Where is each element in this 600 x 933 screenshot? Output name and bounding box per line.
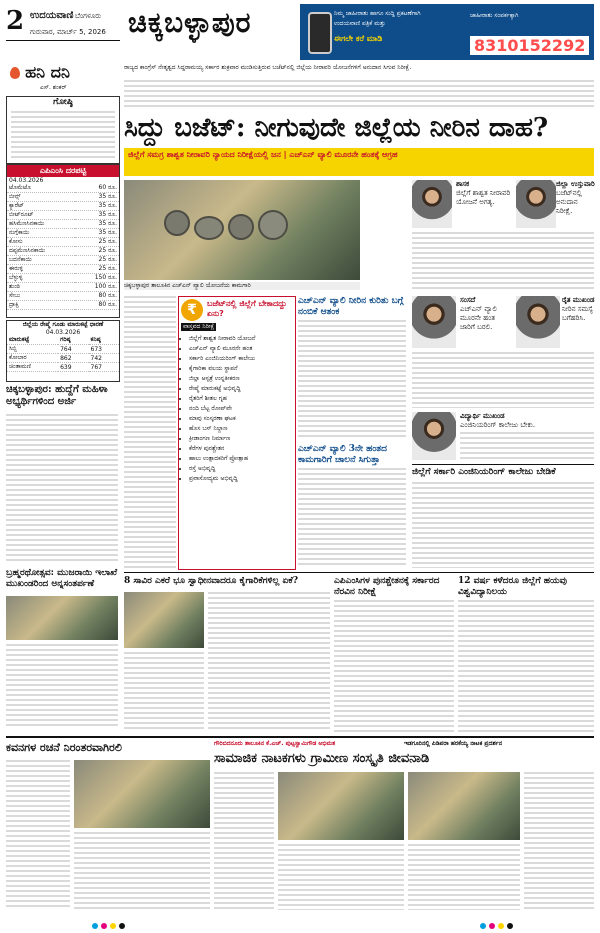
list-item: • ಸರ್ಕಾರಿ ಎಂಜಿನಿಯರಿಂಗ್ ಕಾಲೇಜು xyxy=(189,355,299,363)
page-number: 2 xyxy=(6,6,25,36)
table-row: ಬದನೆಕಾಯಿ 25 ರೂ. xyxy=(9,256,117,263)
list-item: • ಕೆರೆಗಳ ಪುನಶ್ಚೇತನ xyxy=(189,445,299,453)
center-body-text xyxy=(124,296,176,568)
table-row: ಹಸಿಮೆಣಸಿನಕಾಯಿ 35 ರೂ. xyxy=(9,220,117,227)
budget-list xyxy=(181,335,299,485)
mid-story1-body xyxy=(298,320,406,440)
event-photo-1 xyxy=(74,760,210,828)
list-item: • ಹೊಸ ಬಸ್ ನಿಲ್ದಾಣ xyxy=(189,425,299,433)
ad-phone: 8310152292 xyxy=(470,36,589,55)
quote-4: ರೈತ ಮುಖಂಡ ನೀರಿನ ಸಮಸ್ಯೆ ಬಗೆಹರಿಸಿ. xyxy=(562,296,595,322)
paper-name: ಉದಯವಾಣಿ xyxy=(30,10,74,21)
left-story1-headline: ಚಿಕ್ಕಬಳ್ಳಾಪುರ: ಹುದ್ದೆಗೆ ಮಹಿಳಾ ಅಭ್ಯರ್ಥಿಗಳಿಂದ ಅರ್ಜಿ xyxy=(6,384,108,407)
list-item: • ನಂದಿ ಬೆಟ್ಟ ರೋಪ್‌ವೇ xyxy=(189,405,299,413)
ad-line2: ಉದಯವಾಣಿ ಪತ್ರಿಕೆ ಮತ್ತು xyxy=(334,20,386,27)
table-row: ಸೇಬು 80 ರೂ. xyxy=(9,292,117,299)
quote-1: ಶಾಸಕ ಜಿಲ್ಲೆಗೆ ಶಾಶ್ವತ ನೀರಾವರಿ ಯೋಜನೆ ಅಗತ್ಯ. xyxy=(456,180,511,206)
list-item: • ರಸ್ತೆ ಅಭಿವೃದ್ಧಿ xyxy=(189,465,299,473)
list-item: • ಪ್ರವಾಸೋದ್ಯಮ ಅಭಿವೃದ್ಧಿ xyxy=(189,475,299,483)
mid-story1-headline: ಎಚ್‌ಎನ್ ವ್ಯಾಲಿ ನೀರಿನ ಕುರಿತು ಬಗ್ಗೆ ನಂಬಿಕೆ ಆತಂಕ xyxy=(298,296,404,317)
prices-date: 04.03.2026 xyxy=(9,177,44,184)
mid-story2-body xyxy=(298,468,406,568)
table-row: ನುಗ್ಗೆಕಾಯಿ 35 ರೂ. xyxy=(9,229,117,236)
left-story2-headline: ಬ್ರಹ್ಮರಥೋತ್ಸವ: ಮುಜರಾಯಿ ಇಲಾಖೆ ಮುಖಂಡರಿಂದ ಅನ್ನಸಂತರ್ಪಣೆ xyxy=(6,568,118,589)
lead-intro: ರಾಜ್ಯದ ಕಾಂಗ್ರೆಸ್ ನೇತೃತ್ವದ ಸಿದ್ದರಾಮಯ್ಯ ಸರ್ಕಾರ ಶುಕ್ರವಾರ ಮಂಡಿಸುತ್ತಿರುವ ಬಜೆಟ್‌ನಲ್ಲಿ ಜಿಲ್ಲೆಯ ನೀರಾವರಿ ಯೋಜನೆಗಳಿಗೆ ಅನುದಾನ ಸಿಗುವ ನಿರೀಕ್ಷೆ. xyxy=(124,64,412,71)
subheadline: ಜಿಲ್ಲೆಗೆ ಸಮಗ್ರ ಶಾಶ್ವತ ನೀರಾವರಿ ನ್ಯಾಯದ ನಿರೀಕ್ಷೆಯಲ್ಲಿ ಜನ | ಎಚ್‌ಎನ್ ವ್ಯಾಲಿ ಮೂರನೇ ಹಂತಕ್ಕೆ ಆಗ್ರಹ xyxy=(124,148,594,176)
table-row: ಬೆಳ್ಳುಳ್ಳಿ 150 ರೂ. xyxy=(9,274,117,281)
drama-tag: ಗೌರಿಬಿದನೂರು ತಾಲೂಕಿನ ಕೆ.ಎಚ್. ಪುಟ್ಟಸ್ವಾಮಿಗೌಡ ಅಭಿಮತ xyxy=(214,740,336,747)
table-row: ದಪ್ಪಮೆಣಸಿನಕಾಯಿ 25 ರೂ. xyxy=(9,247,117,254)
quote-5: ವಿದ್ಯಾರ್ಥಿ ಮುಖಂಡ ಎಂಜಿನಿಯರಿಂಗ್ ಕಾಲೇಜು ಬೇಕು. xyxy=(460,412,536,429)
left-story2-body xyxy=(6,644,118,728)
list-item: • ಕೈಗಾರಿಕಾ ವಲಯ ಸ್ಥಾಪನೆ xyxy=(189,365,299,373)
table-row: ಬೀಟ್‌ರೂಟ್ 35 ರೂ. xyxy=(9,211,117,218)
quote-photo-4 xyxy=(516,296,560,348)
silk-title: ಜಿಲ್ಲೆಯ ರೇಷ್ಮೆ ಗೂಡು ಮಾರುಕಟ್ಟೆ ಧಾರಣೆ xyxy=(22,321,104,328)
ad-line1: ನಿಮ್ಮ ಜಾಹೀರಾತು ಹಾಗೂ ಸುದ್ದಿ ಪ್ರಕಟಣೆಗಾಗಿ xyxy=(334,10,421,17)
list-item: • ಕ್ರೀಡಾಂಗಣ ನಿರ್ಮಾಣ xyxy=(189,435,299,443)
ad-contact: ಜಾಹೀರಾತು ಸಂಪರ್ಕಕ್ಕಾಗಿ xyxy=(470,12,519,19)
quote-photo-3 xyxy=(412,296,456,348)
list-item: • ಮಾವು ಸಂಸ್ಕರಣಾ ಘಟಕ xyxy=(189,415,299,423)
table-row: ದ್ರಾಕ್ಷಿ 80 ರೂ. xyxy=(9,301,117,308)
section-title: ಚಿಕ್ಕಬಳ್ಳಾಪುರ xyxy=(128,6,252,39)
prices-table xyxy=(7,184,119,310)
story-b-body xyxy=(334,600,454,732)
prices-title: ಎಪಿಎಂಸಿ ದರಪಟ್ಟಿ xyxy=(7,165,119,177)
table-row: ಕೋಲಾರ 862 742 xyxy=(7,354,119,363)
college-body xyxy=(412,482,594,568)
story-c-body xyxy=(458,600,594,732)
list-item: • ಜಿಲ್ಲೆಗೆ ಶಾಶ್ವತ ನೀರಾವರಿ ಯೋಜನೆ xyxy=(189,335,299,343)
budget-tag: ವಾಸ್ತವದ ನಿರೀಕ್ಷೆ xyxy=(183,323,215,330)
masthead-rule xyxy=(6,40,120,41)
story-c-headline: 12 ವರ್ಷ ಕಳೆದರೂ ಜಿಲ್ಲೆಗೆ ಹಯವು ವಿಶ್ವವಿದ್ಯಾನಿಲಯ xyxy=(458,576,567,597)
list-item: • ಹಾಲು ಉತ್ಪಾದಕರಿಗೆ ಪ್ರೋತ್ಸಾಹ xyxy=(189,455,299,463)
main-headline: ಸಿದ್ದು ಬಜೆಟ್: ನೀಗುವುದೇ ಜಿಲ್ಲೆಯ ನೀರಿನ ದಾಹ? xyxy=(124,113,549,143)
budget-title: ಬಜೆಟ್‌ನಲ್ಲಿ ಜಿಲ್ಲೆಗೆ ಬೇಕಾದದ್ದು ಏನು? xyxy=(207,299,287,318)
list-item: • ಎಚ್‌ಎನ್ ವ್ಯಾಲಿ ಮೂರನೇ ಹಂತ xyxy=(189,345,299,353)
quote-3: ಸಂಸದೆ ಎಚ್‌ಎನ್ ವ್ಯಾಲಿ ಮೂರನೇ ಹಂತ ಜಾರಿಗೆ ಬರಲಿ. xyxy=(460,296,497,331)
rupee-icon: ₹ xyxy=(181,299,203,321)
drama-photo-1 xyxy=(278,772,404,840)
masthead-ad xyxy=(300,4,594,60)
brand-author: ಎಸ್. ಶಂಕರ್ xyxy=(40,84,67,91)
silk-date: 04.03.2026 xyxy=(45,329,81,336)
brand-name: ಹನಿ ದನಿ xyxy=(25,62,70,82)
story-a-headline: 8 ಸಾವಿರ ಎಕರೆ ಭೂ ಸ್ವಾಧೀನವಾದರೂ ಕೈಗಾರಿಕೆಗಳಿಲ್ಲ ಏಕೆ? xyxy=(124,576,298,586)
registration-marks-2 xyxy=(480,914,516,933)
list-item: • ಜಿಲ್ಲಾ ಆಸ್ಪತ್ರೆ ಉನ್ನತೀಕರಣ xyxy=(189,375,299,383)
list-item: • ರೈತರಿಗೆ ಶೀತಲ ಗೃಹ xyxy=(189,395,299,403)
registration-marks xyxy=(92,914,128,933)
kaviya-body xyxy=(6,760,70,910)
left-story1-body xyxy=(6,414,118,564)
quote-photo-5 xyxy=(412,412,456,460)
drama-headline: ಸಾಮಾಜಿಕ ನಾಟಕಗಳು ಗ್ರಾಮೀಣ ಸಂಸ್ಕೃತಿ ಜೀವನಾಡಿ xyxy=(214,751,430,766)
industry-photo xyxy=(124,592,204,648)
story-a-body xyxy=(208,592,330,732)
phone-icon xyxy=(308,12,332,54)
quote-2: ಜಿಲ್ಲಾ ಉಸ್ತುವಾರಿ ಬಜೆಟ್‌ನಲ್ಲಿ ಅನುದಾನ ನಿರೀಕ್ಷೆ. xyxy=(556,180,595,215)
drama-body-1 xyxy=(214,772,274,910)
table-row: ಶುಂಠಿ 100 ರೂ. xyxy=(9,283,117,290)
photo-caption: ಚಿಕ್ಕಬಳ್ಳಾಪುರ ತಾಲೂಕಿನ ಎಚ್‌ಎನ್ ವ್ಯಾಲಿ ಯೋಜನೆಯ ಕಾಮಗಾರಿ xyxy=(124,282,360,290)
table-row: ಸಿಬ್ಬಿ 764 673 xyxy=(7,345,119,354)
college-headline: ಜಿಲ್ಲೆಗೆ ಸರ್ಕಾರಿ ಎಂಜಿನಿಯರಿಂಗ್ ಕಾಲೇಜು ಬೇಡಿಕೆ xyxy=(412,464,594,478)
list-item: • ರೇಷ್ಮೆ ಮಾರುಕಟ್ಟೆ ಅಭಿವೃದ್ಧಿ xyxy=(189,385,299,393)
ad-promo: ಈಗಲೇ ಕರೆ ಮಾಡಿ xyxy=(334,34,383,43)
table-row: ಬೀನ್ಸ್ 35 ರೂ. xyxy=(9,193,117,200)
table-row: ಕೋಸು 25 ರೂ. xyxy=(9,238,117,245)
drama-tag2: ಇಡಗೂರಿನಲ್ಲಿ ಪಿಡಿಪರಾ ಹರಕೆಯ್ಯ ನಾಟಕ ಪ್ರದರ್ಶನ xyxy=(404,740,503,747)
drama-body-2 xyxy=(524,772,594,910)
table-row: ಟೊಮೆಟೊ 60 ರೂ. xyxy=(9,184,117,191)
lead-intro-lines xyxy=(124,80,594,110)
drop-icon xyxy=(10,67,20,79)
drama-photo-2 xyxy=(408,772,520,840)
kaviya-headline: ಕವನಗಳ ರಚನೆ ನಿರಂತರವಾಗಿರಲಿ xyxy=(6,741,122,754)
brand-logo xyxy=(10,62,114,84)
temple-photo xyxy=(6,596,118,640)
budget-box xyxy=(178,296,296,570)
gossip-box xyxy=(6,96,120,164)
edition-tag: ಬೆಂಗಳೂರು xyxy=(75,12,102,20)
table-row: ಈರುಳ್ಳಿ 25 ರೂ. xyxy=(9,265,117,272)
table-header-row: ಮಾರುಕಟ್ಟೆ ಗರಿಷ್ಠ ಕನಿಷ್ಠ xyxy=(7,336,119,345)
quote-photo-2 xyxy=(516,180,556,228)
gossip-title: ಗೋಷ್ಠಿ xyxy=(53,97,73,107)
table-row: ಚಿಂತಾಮಣಿ 639 767 xyxy=(7,363,119,372)
mid-story2-headline: ಎಚ್‌ಎನ್ ವ್ಯಾಲಿ 3ನೇ ಹಂತದ ಕಾಮಗಾರಿಗೆ ಚಾಲನೆ ಸಿಗುತ್ತಾ xyxy=(298,444,387,465)
quote-photo-1 xyxy=(412,180,452,228)
silk-table xyxy=(7,336,119,372)
main-photo xyxy=(124,180,360,280)
story-b-headline: ಎಪಿಎಂಸಿಗಳ ಪುನಶ್ಚೇತನಕ್ಕೆ ಸರ್ಕಾರದ ನೆರವಿನ ನಿರೀಕ್ಷೆ xyxy=(334,576,440,597)
table-row: ಕ್ಯಾರೆಟ್ 35 ರೂ. xyxy=(9,202,117,209)
silk-market xyxy=(6,320,120,382)
apmc-prices xyxy=(6,164,120,318)
date: ಗುರುವಾರ, ಮಾರ್ಚ್ 5, 2026 xyxy=(30,28,106,36)
